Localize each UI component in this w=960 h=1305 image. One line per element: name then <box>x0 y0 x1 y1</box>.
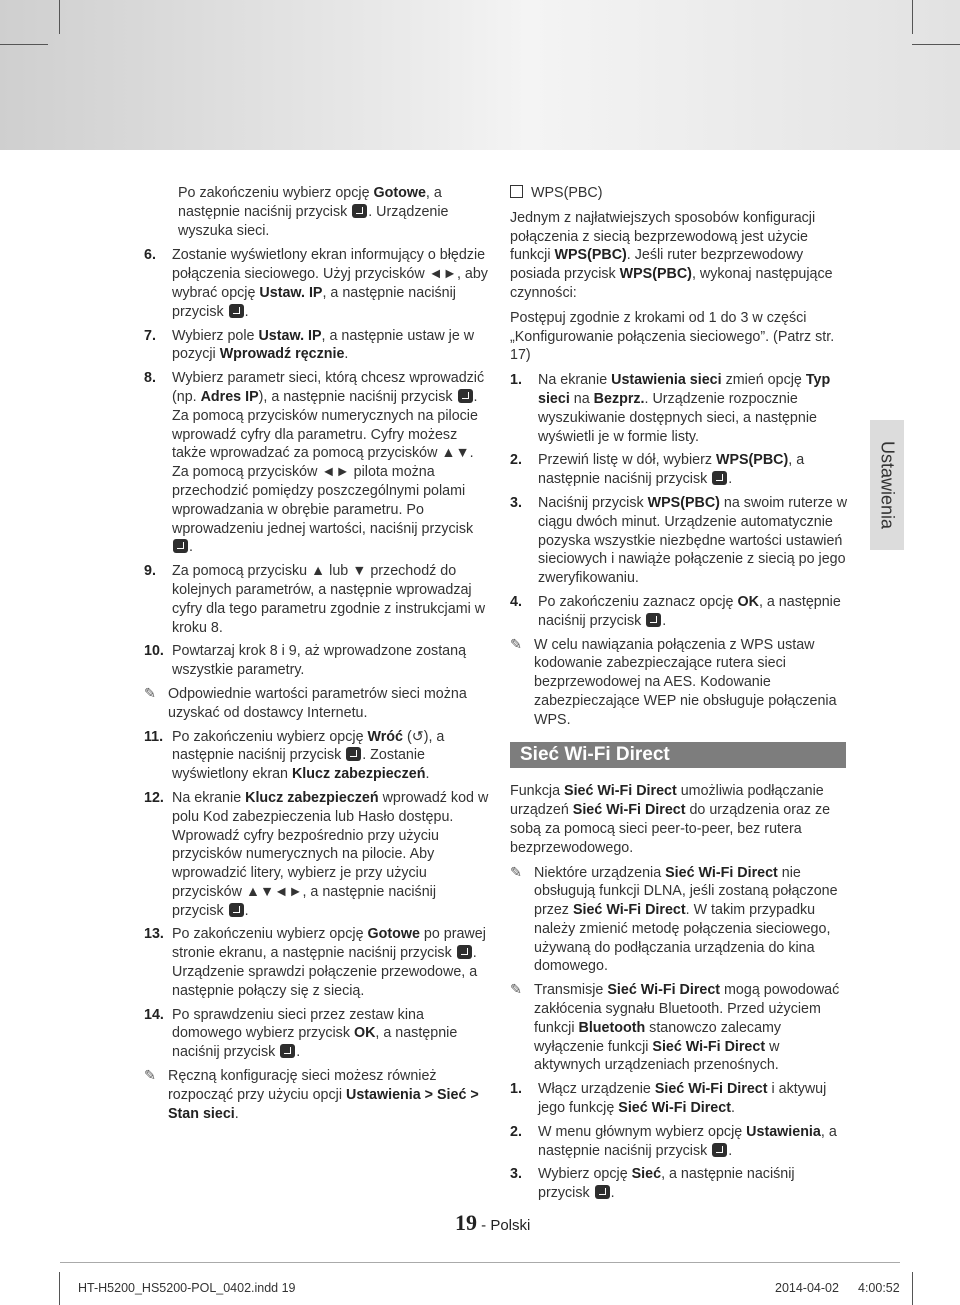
enter-icon <box>595 1185 610 1199</box>
text: po prawej stronie ekranu, a następnie naciśnij przycisk <box>172 926 486 962</box>
text: na <box>569 390 594 407</box>
text: . Urządzenie wyszuka sieci. <box>178 203 449 239</box>
text: Sieć Wi-Fi Direct <box>564 783 677 800</box>
text: mogą powodować zakłócenia sygnału Bluetooth. Przed użyciem funkcji <box>534 982 840 1036</box>
text: . <box>296 1044 301 1061</box>
crop-mark <box>59 0 60 34</box>
text: . <box>730 1100 735 1117</box>
text: , a następnie naciśnij przycisk <box>172 1025 458 1061</box>
side-tab <box>870 420 904 550</box>
text: Włącz urządzenie <box>538 1081 655 1098</box>
step-number: 1. <box>510 1081 522 1098</box>
text: Wybierz opcję <box>538 1166 632 1183</box>
text: WPS(PBC) <box>619 266 692 283</box>
crop-mark <box>0 44 48 45</box>
text: . <box>728 471 733 488</box>
step-number: 4. <box>510 593 522 610</box>
text: Ustaw. IP <box>259 284 323 301</box>
note <box>144 1067 489 1123</box>
text: Jednym z najłatwiejszych sposobów konfiguracji połączenia z siecią bezprzewodową jest użycie funkcji <box>510 209 816 264</box>
wifi-direct-paragraph <box>510 782 850 857</box>
text: . <box>610 1185 615 1202</box>
step-12 <box>144 789 489 921</box>
note-text: Odpowiednie wartości parametrów sieci można uzyskać od dostawcy Internetu. <box>168 685 467 721</box>
text: Powtarzaj krok 8 i 9, aż wprowadzone zostaną wszystkie parametry. <box>172 643 467 679</box>
checkbox-bullet-icon <box>510 185 523 198</box>
crop-mark <box>912 1272 913 1305</box>
text: Gotowe <box>367 926 420 943</box>
note <box>510 636 850 730</box>
step-number: 11. <box>144 728 164 745</box>
text: , a następnie naciśnij przycisk <box>178 185 442 220</box>
text: Po zakończeniu zaznacz opcję <box>538 593 738 610</box>
text: Na ekranie <box>172 789 246 806</box>
text: Niektóre urządzenia <box>534 864 666 881</box>
text: . W takim przypadku należy zmienić metodę połączenia sieciowego, używaną do podłączania urządzenia do kina domowego. <box>534 902 831 975</box>
enter-icon <box>712 471 727 485</box>
wifi-direct-step-1 <box>510 1080 850 1118</box>
wifi-direct-step-3 <box>510 1165 850 1203</box>
pencil-icon: ✎ <box>510 864 522 881</box>
footer-date: 2014-04-02 <box>775 1281 839 1295</box>
text: . Za pomocą przycisków numerycznych na pilocie wprowadź cyfry dla parametru. Cyfry możesz także wprowadzać za pomocą przycisków ▲▼. Za pomocą przycisków ◄► pilota można przechodzić pomiędzy poszczególnymi polami wprowadzania w obrębie parametru. Po wprowadzeniu jednej wartości, naciśnij przycisk <box>172 388 478 537</box>
text: Klucz zabezpieczeń <box>291 766 426 783</box>
text: Sieć Wi-Fi Direct <box>618 1100 731 1117</box>
enter-icon <box>646 613 661 627</box>
text: OK <box>353 1025 376 1042</box>
step-number: 6. <box>144 247 156 264</box>
text: . Urządzenie rozpocznie wyszukiwanie dostępnych sieci, a następnie wyświetli je w formie listy. <box>538 390 817 445</box>
crop-mark <box>912 0 913 34</box>
text: . <box>244 902 249 919</box>
footer-divider <box>60 1262 900 1263</box>
text: . <box>344 346 349 363</box>
text: W menu głównym wybierz opcję <box>538 1123 747 1140</box>
header-banner <box>0 0 960 150</box>
text: Sieć Wi-Fi Direct <box>652 1038 766 1055</box>
text: Za pomocą przycisku ▲ lub ▼ przechodź do kolejnych parametrów, a następnie wprowadzaj cyfry dla tego parametru zgodnie z instrukcjami w kroku 8. <box>172 563 486 636</box>
text: do urządzenia oraz ze sobą za pomocą sieci peer-to-peer, bez rutera bezprzewodowego. <box>510 802 831 856</box>
step-number: 10. <box>144 643 164 660</box>
step-number: 14. <box>144 1006 164 1023</box>
text: WPS(PBC) <box>647 494 720 511</box>
text: WPS(PBC) <box>554 247 627 264</box>
text: . <box>234 1105 239 1122</box>
enter-icon <box>457 945 472 959</box>
text: Ręczną konfigurację sieci możesz również rozpocząć przy użyciu opcji <box>168 1068 437 1103</box>
text: Wprowadź ręcznie <box>219 346 345 363</box>
step-number: 2. <box>510 1123 522 1140</box>
text: Po zakończeniu wybierz opcję <box>172 926 368 943</box>
text: Transmisje <box>534 982 608 999</box>
step-number: 13. <box>144 926 164 943</box>
footer-filename: HT-H5200_HS5200-POL_0402.indd 19 <box>78 1281 296 1295</box>
step-8 <box>144 369 489 557</box>
text: Po sprawdzeniu sieci przez zestaw kina domowego wybierz przycisk <box>172 1006 424 1042</box>
text: i aktywuj jego funkcję <box>538 1081 827 1117</box>
wifi-direct-step-2 <box>510 1123 850 1161</box>
wps-heading <box>510 184 850 203</box>
enter-icon <box>280 1044 295 1058</box>
text: Klucz zabezpieczeń <box>245 789 379 806</box>
text: zmień opcję <box>721 372 806 389</box>
step-number: 2. <box>510 452 522 469</box>
enter-icon <box>712 1143 727 1157</box>
footer-time: 4:00:52 <box>858 1281 900 1295</box>
text: . <box>425 766 430 783</box>
step-13 <box>144 925 489 1000</box>
text: , a następnie ustaw je w pozycji <box>172 327 475 363</box>
intro-paragraph <box>144 184 489 240</box>
left-column <box>144 184 489 1128</box>
step-7 <box>144 327 489 365</box>
text: . Jeśli ruter bezprzewodowy posiada przycisk <box>510 247 804 283</box>
text: Sieć <box>631 1166 662 1183</box>
text: Ustawienia > Sieć > Stan sieci <box>168 1086 479 1122</box>
text: Sieć Wi-Fi Direct <box>654 1081 768 1098</box>
text: Po zakończeniu wybierz opcję <box>178 185 374 201</box>
text: Po zakończeniu wybierz opcję <box>172 728 368 745</box>
text: , a następnie naciśnij przycisk <box>538 593 841 629</box>
step-number: 3. <box>510 1166 522 1183</box>
text: Funkcja <box>510 783 565 800</box>
text: . <box>189 539 193 556</box>
text: Ustawienia <box>746 1123 821 1140</box>
right-column <box>510 184 850 1208</box>
enter-icon <box>346 747 361 761</box>
text: Sieć Wi-Fi Direct <box>572 902 686 919</box>
text: Adres IP <box>200 388 259 405</box>
wps-step-1 <box>510 371 850 446</box>
step-number: 12. <box>144 789 164 806</box>
text: Bezprz. <box>593 390 645 407</box>
step-10 <box>144 642 489 680</box>
text: WPS(PBC) <box>531 185 603 201</box>
text: , a następnie naciśnij przycisk <box>538 452 805 488</box>
step-14 <box>144 1006 489 1062</box>
text: Ustawienia sieci <box>611 372 722 389</box>
enter-icon <box>173 539 188 553</box>
wps-step-3 <box>510 494 850 588</box>
step-6 <box>144 246 489 321</box>
text: nie obsługują funkcji DLNA, jeśli zostaną połączone przez <box>534 864 838 919</box>
text: , a następnie naciśnij przycisk <box>538 1123 837 1159</box>
text: , wykonaj następujące czynności: <box>510 266 833 301</box>
step-11 <box>144 728 489 784</box>
page-number <box>455 1210 530 1236</box>
note-text: W celu nawiązania połączenia z WPS ustaw kodowanie zabezpieczające rutera sieci bezprzewodowej na AES. Kodowanie zabezpieczające WEP nie obsługuje połączenia WPS. <box>534 636 837 728</box>
text: Wybierz pole <box>172 327 259 344</box>
pencil-icon: ✎ <box>144 1068 156 1085</box>
text: Zostanie wyświetlony ekran informujący o błędzie połączenia sieciowego. Użyj przycisków ◄►, aby wybrać opcję <box>172 247 488 301</box>
text: stanowczo zalecamy wyłączenie funkcji <box>534 1019 782 1055</box>
text: Sieć Wi-Fi Direct <box>665 864 778 881</box>
text: . <box>662 612 667 629</box>
text: Bluetooth <box>578 1019 646 1036</box>
text: Ustaw. IP <box>258 327 322 344</box>
step-9 <box>144 562 489 637</box>
section-title: Sieć Wi-Fi Direct <box>510 742 846 769</box>
wps-paragraph <box>510 209 850 303</box>
step-number: 9. <box>144 563 156 580</box>
text: umożliwia podłączanie urządzeń <box>510 783 824 819</box>
enter-icon <box>229 304 244 318</box>
step-number: 1. <box>510 372 522 389</box>
crop-mark <box>912 44 960 45</box>
note <box>144 685 489 723</box>
text: wprowadź kod w polu Kod zabezpieczenia lub Hasło dostępu. Wprowadź cyfry bezpośrednio przy użyciu przycisków numerycznych na pilocie. Aby wprowadzić litery, wybierz je przy użyciu przycisków ▲▼◄►, a następnie naciśnij przycisk <box>172 789 489 919</box>
wps-paragraph: Postępuj zgodnie z krokami od 1 do 3 w części „Konfigurowanie połączenia sieciowego”. (Patrz str. 17) <box>510 309 835 364</box>
text: Wybierz parametr sieci, którą chcesz wprowadzić (np. <box>172 370 485 405</box>
wps-step-4 <box>510 593 850 631</box>
text: Typ sieci <box>538 372 831 407</box>
text: Sieć Wi-Fi Direct <box>607 982 721 999</box>
note <box>510 864 850 977</box>
text: (↺), a następnie naciśnij przycisk <box>172 728 445 764</box>
step-number: 3. <box>510 494 522 511</box>
crop-mark <box>59 1272 60 1305</box>
text: , a następnie naciśnij przycisk <box>172 284 456 320</box>
text: WPS(PBC) <box>715 452 789 469</box>
pencil-icon: ✎ <box>510 982 522 999</box>
text: . Zostanie wyświetlony ekran <box>172 747 426 783</box>
page-language: - Polski <box>477 1217 531 1234</box>
page-number-value: 19 <box>455 1210 477 1235</box>
text: OK <box>737 593 759 610</box>
side-tab-label: Ustawienia <box>877 440 898 530</box>
text: Naciśnij przycisk <box>538 494 648 511</box>
enter-icon <box>229 903 244 917</box>
text: w aktywnych urządzeniach przenośnych. <box>534 1038 780 1074</box>
note <box>510 981 850 1075</box>
text: . <box>244 303 249 320</box>
text: Na ekranie <box>538 372 612 389</box>
wps-step-2 <box>510 451 850 489</box>
enter-icon <box>458 389 473 403</box>
text: . Urządzenie sprawdzi połączenie przewodowe, a następnie połączy się z siecią. <box>172 945 478 999</box>
pencil-icon: ✎ <box>144 685 156 702</box>
text: na swoim ruterze w ciągu dwóch minut. Urządzenie automatycznie pozyska wszystkie niezbędne wartości ustawień sieciowych i nawiąże połączenie z siecią po jego zweryfikowaniu. <box>538 494 848 587</box>
text: . <box>728 1142 733 1159</box>
text: Sieć Wi-Fi Direct <box>572 802 686 819</box>
pencil-icon: ✎ <box>510 636 522 653</box>
text: , a następnie naciśnij przycisk <box>538 1166 795 1202</box>
text: ), a następnie naciśnij przycisk <box>258 388 457 405</box>
step-number: 7. <box>144 327 156 344</box>
text: Wróć <box>367 728 403 745</box>
text: Gotowe <box>373 185 426 201</box>
enter-icon <box>352 204 367 218</box>
step-number: 8. <box>144 370 156 387</box>
text: Przewiń listę w dół, wybierz <box>538 452 716 469</box>
